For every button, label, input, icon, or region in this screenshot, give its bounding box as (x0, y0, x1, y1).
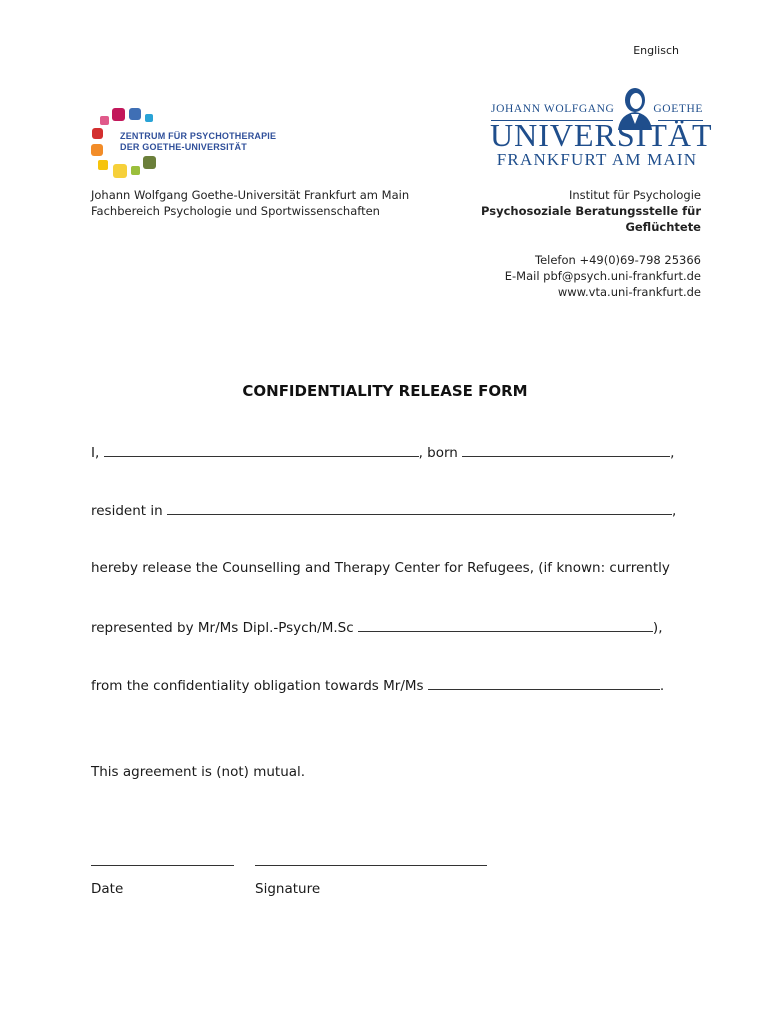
form-line-release: hereby release the Counselling and Therapy Center for Refugees, (if known: currently (91, 560, 670, 576)
university-name: UNIVERSITÄT (490, 117, 713, 153)
contact-block (505, 252, 701, 300)
form-line2-prefix: resident in (91, 503, 167, 519)
form-line5-end: . (659, 678, 665, 694)
form-line5-prefix: from the confidentiality obligation towards Mr/Ms (91, 678, 428, 694)
center-logo-line1: ZENTRUM FÜR PSYCHOTHERAPIE (120, 131, 277, 141)
sender-left (91, 187, 409, 219)
form-line1-end: , (670, 445, 675, 461)
form-title: CONFIDENTIALITY RELEASE FORM (242, 382, 528, 400)
form-line-name (91, 444, 674, 461)
university-logo-top-right: GOETHE (653, 103, 703, 115)
contact-email: E-Mail pbf@psych.uni-frankfurt.de (504, 269, 701, 283)
form-line-represented (91, 619, 662, 636)
date-label: Date (91, 881, 124, 897)
university-city: FRANKFURT AM MAIN (496, 150, 698, 169)
center-logo-text (120, 131, 276, 153)
form-line-obligation (91, 677, 664, 694)
mutual-statement: This agreement is (not) mutual. (91, 764, 306, 780)
form-line-resident (91, 502, 676, 519)
sender-right (441, 187, 701, 235)
signature-label: Signature (255, 881, 321, 897)
contact-web: www.vta.uni-frankfurt.de (557, 285, 701, 299)
form-line4-prefix: represented by Mr/Ms Dipl.-Psych/M.Sc (91, 620, 358, 636)
birth-blank[interactable] (462, 444, 670, 457)
center-logo-line2: DER GOETHE-UNIVERSITÄT (120, 142, 247, 152)
sender-right-line3: Geflüchtete (625, 220, 701, 234)
sender-left-line2: Fachbereich Psychologie und Sportwissenschaften (91, 204, 380, 218)
sender-right-line1: Institut für Psychologie (568, 188, 701, 202)
sender-right-line2: Psychosoziale Beratungsstelle für (481, 204, 701, 218)
signature-blank[interactable] (255, 865, 487, 866)
form-line4-end: ), (652, 620, 663, 636)
form-line2-end: , (671, 503, 677, 519)
residence-blank[interactable] (167, 502, 672, 515)
therapist-blank[interactable] (358, 619, 653, 632)
university-logo-top-left: JOHANN WOLFGANG (491, 103, 615, 115)
sender-left-line1: Johann Wolfgang Goethe-Universität Frankfurt am Main (91, 188, 410, 202)
contact-phone: Telefon +49(0)69-798 25366 (535, 253, 701, 267)
name-blank[interactable] (104, 444, 419, 457)
date-blank[interactable] (91, 865, 234, 866)
form-line1-prefix: I, (91, 445, 104, 461)
form-line1-mid: , born (418, 445, 463, 461)
language-label: Englisch (633, 44, 679, 57)
recipient-blank[interactable] (428, 677, 660, 690)
